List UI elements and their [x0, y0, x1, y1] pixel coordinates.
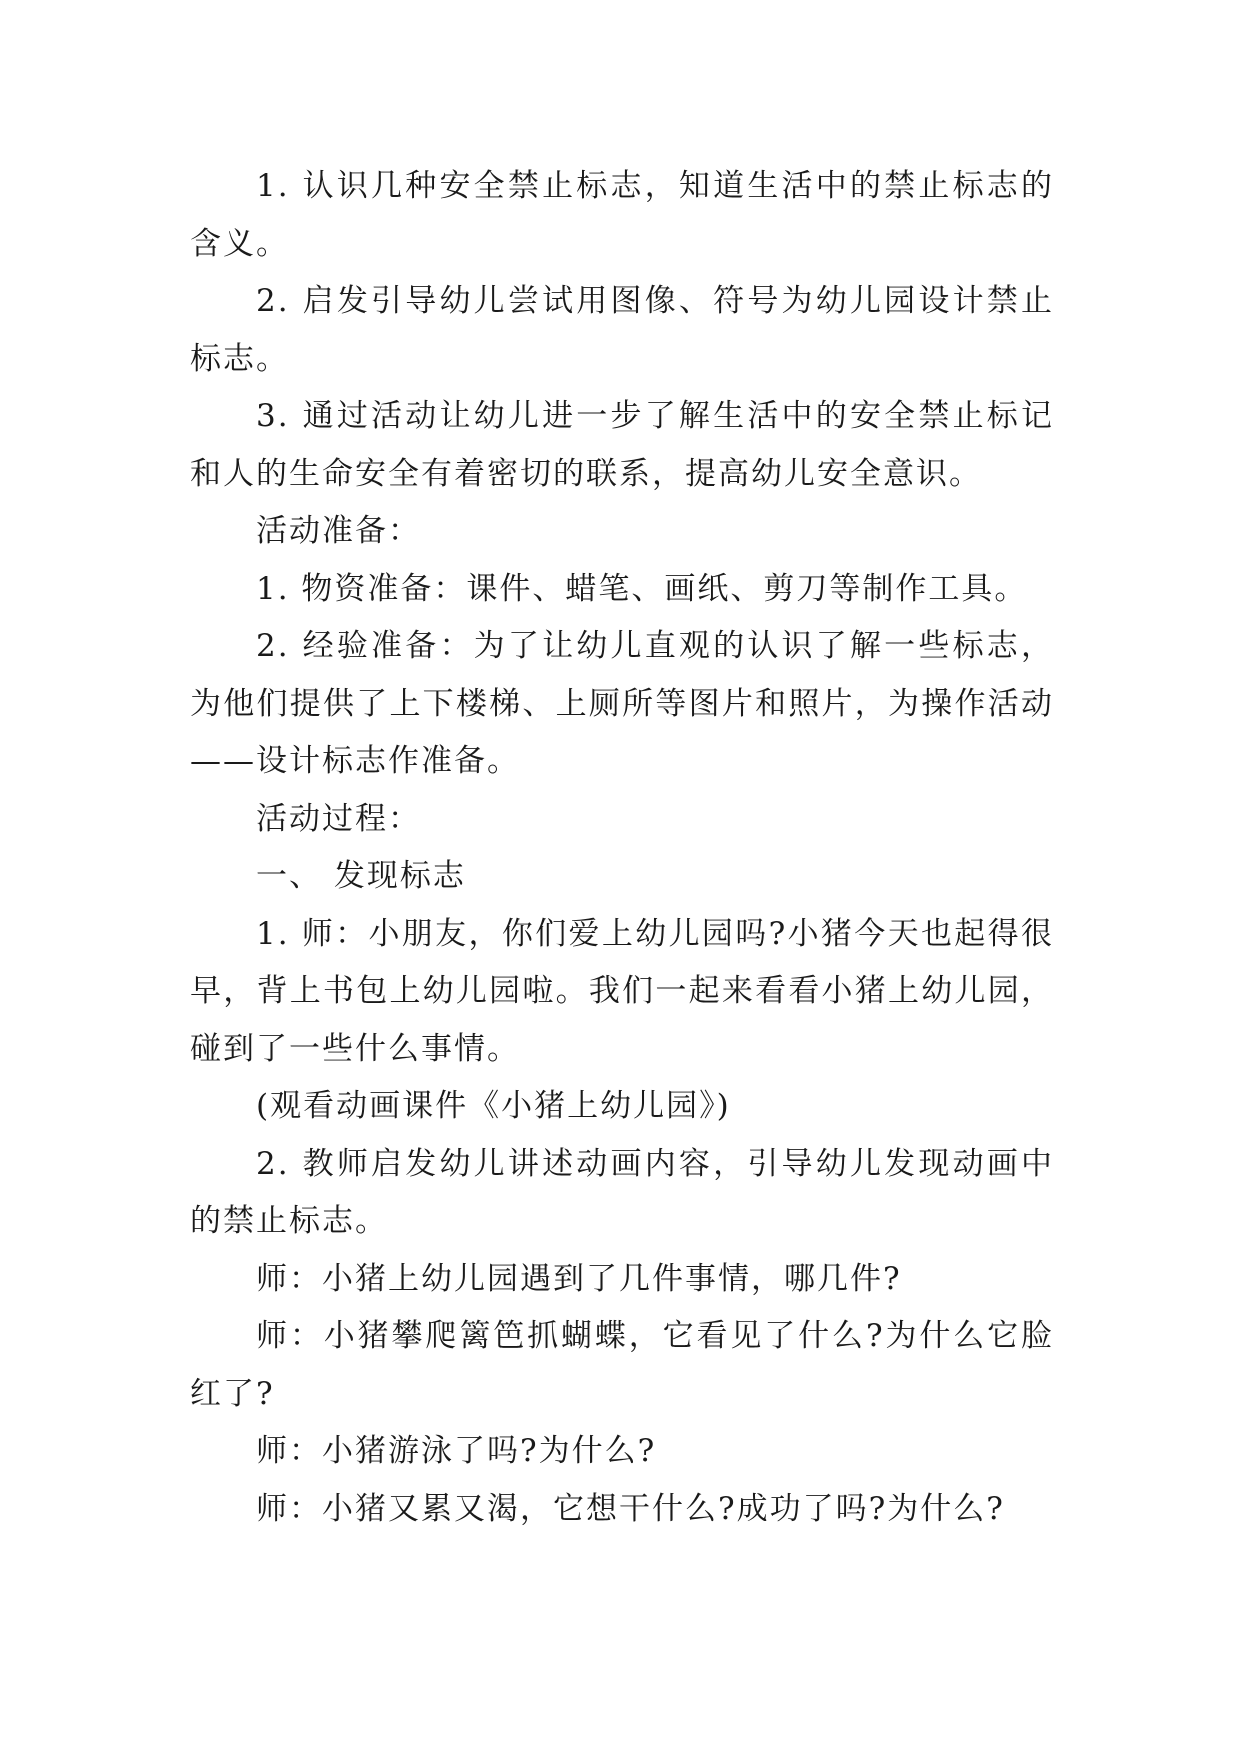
paragraph-goal-3: 3. 通过活动让幼儿进一步了解生活中的安全禁止标记和人的生命安全有着密切的联系，提高幼儿安全意识。 [190, 398, 1054, 492]
paragraph-question-2: 师：小猪攀爬篱笆抓蝴蝶，它看见了什么?为什么它脸红了? [190, 1318, 1054, 1412]
paragraph-question-1: 师：小猪上幼儿园遇到了几件事情，哪几件? [256, 1260, 902, 1297]
heading-discover-signs: 一、 发现标志 [256, 858, 466, 894]
paragraph-teacher-intro: 1. 师：小朋友，你们爱上幼儿园吗?小猪今天也起得很早，背上书包上幼儿园啦。我们一起来看看小猪上幼儿园，碰到了一些什么事情。 [190, 915, 1054, 1067]
paragraph-goal-2: 2. 启发引导幼儿尝试用图像、符号为幼儿园设计禁止标志。 [190, 283, 1054, 377]
paragraph-watch-animation: (观看动画课件《小猪上幼儿园》) [256, 1088, 731, 1124]
paragraph-teacher-guide: 2. 教师启发幼儿讲述动画内容，引导幼儿发现动画中的禁止标志。 [190, 1145, 1054, 1239]
paragraph-experience-preparation: 2. 经验准备：为了让幼儿直观的认识了解一些标志，为他们提供了上下楼梯、上厕所等图片和照片，为操作活动——设计标志作准备。 [190, 628, 1054, 779]
paragraph-goal-1: 1. 认识几种安全禁止标志，知道生活中的禁止标志的含义。 [190, 168, 1054, 262]
paragraph-question-4: 师：小猪又累又渴，它想干什么?成功了吗?为什么? [256, 1490, 1005, 1527]
paragraph-material-preparation: 1. 物资准备：课件、蜡笔、画纸、剪刀等制作工具。 [256, 570, 1028, 607]
document-body [190, 158, 1054, 1538]
paragraph-question-3: 师：小猪游泳了吗?为什么? [256, 1433, 657, 1469]
heading-activity-process: 活动过程： [256, 800, 421, 837]
heading-activity-preparation: 活动准备： [256, 513, 421, 549]
